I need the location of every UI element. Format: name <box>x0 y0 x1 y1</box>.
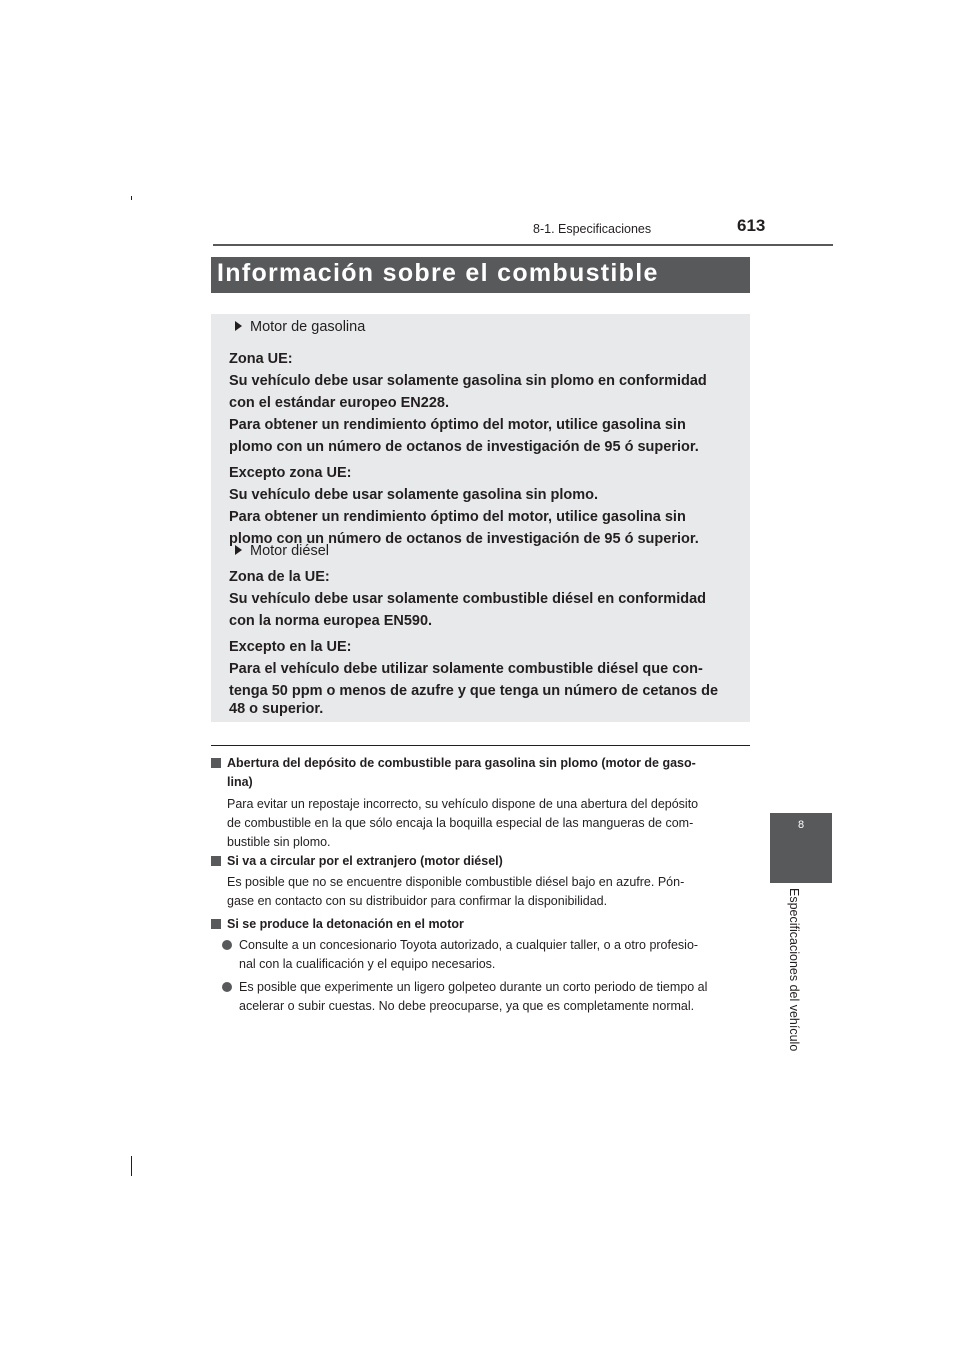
note-heading-text: Si va a circular por el extranjero (motor diésel) <box>227 854 503 868</box>
chapter-number: 8 <box>797 819 805 831</box>
note-heading-text: Abertura del depósito de combustible para gasolina sin plomo (motor de gaso- <box>227 756 696 770</box>
fuel-info-box <box>211 314 750 722</box>
eu-zone-line: con el estándar europeo EN228. <box>229 395 449 411</box>
note-body-line: gase en contacto con su distribuidor para confirmar la disponibilidad. <box>227 894 608 908</box>
gasoline-heading-text: Motor de gasolina <box>250 319 366 335</box>
square-bullet-icon <box>211 758 221 768</box>
eu-diesel-line: Su vehículo debe usar solamente combustible diésel en conformidad <box>229 591 707 607</box>
non-eu-line: plomo con un número de octanos de investigación de 95 ó superior. <box>229 531 699 547</box>
square-bullet-icon <box>211 856 221 866</box>
chapter-tab <box>770 813 832 883</box>
header-rule <box>213 244 833 246</box>
note-heading <box>211 852 751 871</box>
non-eu-line: Su vehículo debe usar solamente gasolina sin plomo. <box>229 487 599 503</box>
page-number: 613 <box>737 216 766 235</box>
notes-divider <box>211 745 750 746</box>
diesel-heading-text: Motor diésel <box>250 543 329 559</box>
eu-zone-line: plomo con un número de octanos de investigación de 95 ó superior. <box>229 439 699 455</box>
chapter-label: Especificaciones del vehículo <box>787 888 801 1052</box>
note-heading <box>211 754 751 792</box>
round-bullet-icon <box>222 982 232 992</box>
note-body-line: de combustible en la que sólo encaja la boquilla especial de las mangueras de com- <box>227 816 694 830</box>
note-bullet-item <box>222 936 750 974</box>
note-body <box>227 795 750 852</box>
eu-diesel-line: con la norma europea EN590. <box>229 613 433 629</box>
note-bullet-line: Consulte a un concesionario Toyota autorizado, a cualquier taller, o a otro profesio- <box>239 938 699 952</box>
note-bullet-line: nal con la cualificación y el equipo necesarios. <box>239 957 496 971</box>
square-bullet-icon <box>211 919 221 929</box>
eu-zone-line: Su vehículo debe usar solamente gasolina sin plomo en conformidad <box>229 373 707 389</box>
eu-zone-line: Para obtener un rendimiento óptimo del motor, utilice gasolina sin <box>229 417 686 433</box>
section-title: 8-1. Especificaciones <box>533 222 652 236</box>
note-body <box>227 873 750 911</box>
non-eu-label: Excepto zona UE: <box>229 465 352 481</box>
note-bullet-item <box>222 978 750 1016</box>
note-bullet-line: Es posible que experimente un ligero golpeteo durante un corto periodo de tiempo al <box>239 980 708 994</box>
eu-zone-label: Zona UE: <box>229 351 293 367</box>
round-bullet-icon <box>222 940 232 950</box>
diesel-heading <box>233 540 745 562</box>
triangle-bullet-icon <box>235 321 242 331</box>
triangle-bullet-icon <box>235 545 242 555</box>
note-body-line: bustible sin plomo. <box>227 835 331 849</box>
note-heading-text: lina) <box>227 775 253 789</box>
margin-mark <box>131 1156 132 1176</box>
non-eu-diesel-line: Para el vehículo debe utilizar solamente combustible diésel que con- <box>229 661 703 677</box>
page-title-bar <box>211 257 750 293</box>
non-eu-diesel-line: tenga 50 ppm o menos de azufre y que tenga un número de cetanos de <box>229 683 719 699</box>
note-heading <box>211 915 751 934</box>
note-bullet-line: acelerar o subir cuestas. No debe preocuparse, ya que es completamente normal. <box>239 999 695 1013</box>
gasoline-heading <box>233 316 745 338</box>
margin-mark <box>131 196 132 200</box>
note-body-line: Es posible que no se encuentre disponible combustible diésel bajo en azufre. Pón- <box>227 875 685 889</box>
page-title: Información sobre el combustible <box>217 259 659 287</box>
non-eu-diesel-line: 48 o superior. <box>229 701 324 717</box>
note-heading-text: Si se produce la detonación en el motor <box>227 917 464 931</box>
note-body-line: Para evitar un repostaje incorrecto, su vehículo dispone de una abertura del depósito <box>227 797 699 811</box>
non-eu-line: Para obtener un rendimiento óptimo del motor, utilice gasolina sin <box>229 509 686 525</box>
non-eu-diesel-label: Excepto en la UE: <box>229 639 352 655</box>
eu-diesel-label: Zona de la UE: <box>229 569 330 585</box>
